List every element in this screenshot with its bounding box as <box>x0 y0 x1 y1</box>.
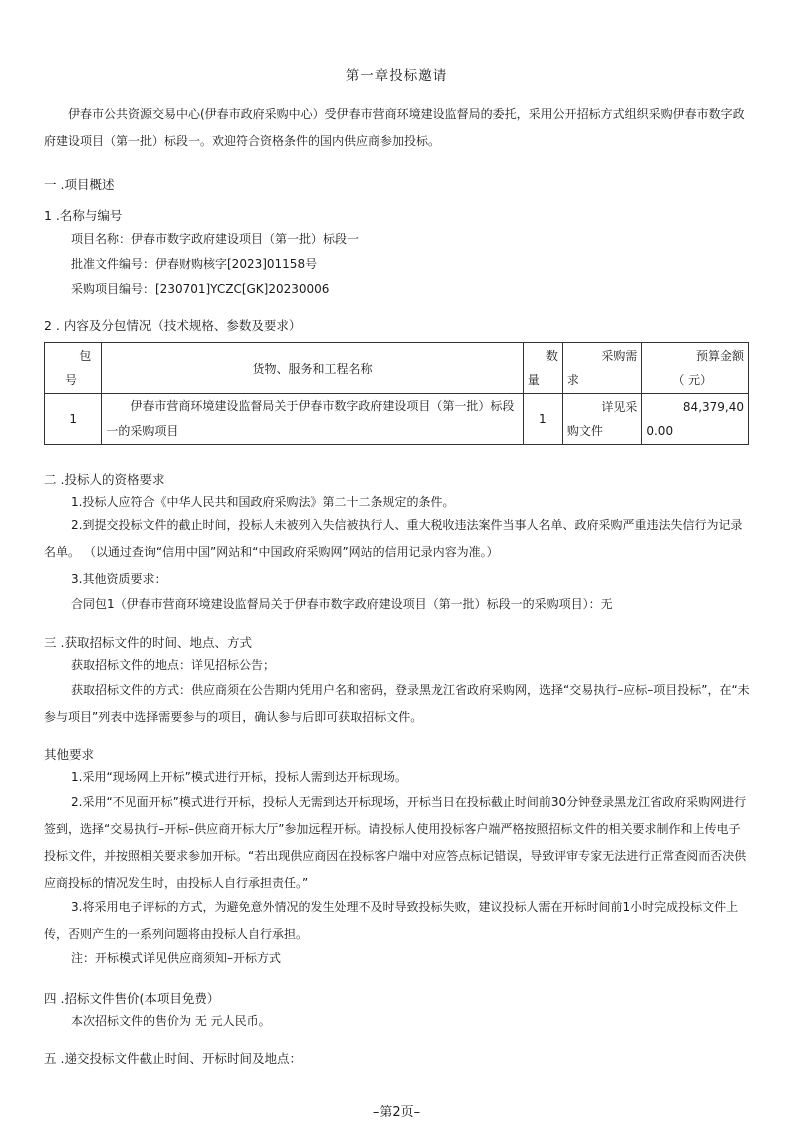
other-item-3: 3.将采用电子评标的方式，为避免意外情况的发生处理不及时导致投标失败，建议投标人需在开标时间前1小时完成投标文件上传，否则产生的一系列问题将由投标人自行承担。 <box>44 900 739 941</box>
row-requirement: 详见采 购文件 <box>562 394 641 445</box>
section-2-heading: 二 .投标人的资格要求 <box>44 472 165 487</box>
document-place: 获取招标文件的地点：详见招标公告； <box>71 658 276 672</box>
row-quantity: 1 <box>523 394 562 445</box>
section-4-heading: 四 .招标文件售价(本项目免费） <box>44 991 220 1006</box>
other-item-1: 1.采用“现场网上开标”模式进行开标，投标人需到达开标现场。 <box>71 770 407 784</box>
row-package-no: 1 <box>45 394 102 445</box>
section-5-heading: 五 .递交投标文件截止时间、开标时间及地点： <box>44 1051 302 1066</box>
document-method: 获取招标文件的方式：供应商须在公告期内凭用户名和密码，登录黑龙江省政府采购网，选择“交易执行–应标–项目投标”，在“未参与项目”列表中选择需要参与的项目，确认参与后即可获取招标文件。 <box>44 683 750 724</box>
row-budget: 84,379,40 0.00 <box>642 394 749 445</box>
subsection-content: 2 . 内容及分包情况（技术规格、参数及要求） <box>44 318 302 333</box>
header-requirement: 采购需 求 <box>562 343 641 394</box>
row-item-name: 伊春市营商环境建设监督局关于伊春市数字政府建设项目（第一批）标段一的采购项目 <box>102 394 523 445</box>
qualification-item-3: 3.其他资质要求： <box>71 572 167 586</box>
section-1-heading: 一 .项目概述 <box>44 177 115 192</box>
project-name: 项目名称：伊春市数字政府建设项目（第一批）标段一 <box>71 232 360 246</box>
header-budget: 预算金额 （ 元） <box>642 343 749 394</box>
table-row <box>45 394 749 445</box>
purchase-number: 采购项目编号：[230701]YCZC[GK]20230006 <box>71 282 330 296</box>
header-package-no: 包 号 <box>45 343 102 394</box>
qualification-item-3-detail: 合同包1（伊春市营商环境建设监督局关于伊春市数字政府建设项目（第一批）标段一的采购项目）：无 <box>71 597 613 611</box>
package-table <box>44 342 749 445</box>
approval-number: 批准文件编号：伊春财购核字[2023]01158号 <box>71 257 318 271</box>
opening-mode-note: 注：开标模式详见供应商须知–开标方式 <box>71 951 282 965</box>
page-title: 第一章投标邀请 <box>345 68 448 84</box>
header-item-name: 货物、服务和工程名称 <box>102 343 523 394</box>
table-header-row <box>45 343 749 394</box>
other-item-2: 2.采用“不见面开标”模式进行开标，投标人无需到达开标现场，开标当日在投标截止时间前30分钟登录黑龙江省政府采购网进行签到，选择“交易执行–开标–供应商开标大厅”参加远程开标。请投标人使用投标客户端严格按照招标文件的相关要求制作和上传电子投标文件，并按照相关要求参加开标。“若出现供应商因在投标客户端中对应答点标记错误，导致评审专家无法进行正常查阅而否决供应商投标的情况发生时，由投标人自行承担责任。” <box>44 795 747 890</box>
intro-paragraph: 伊春市公共资源交易中心(伊春市政府采购中心）受伊春市营商环境建设监督局的委托，采用公开招标方式组织采购伊春市数字政府建设项目（第一批）标段一。欢迎符合资格条件的国内供应商参加投标。 <box>44 107 745 148</box>
section-3-heading: 三 .获取招标文件的时间、地点、方式 <box>44 635 252 650</box>
other-requirements-heading: 其他要求 <box>44 747 95 762</box>
subsection-name-number: 1 .名称与编号 <box>44 208 123 223</box>
qualification-item-1: 1.投标人应符合《中华人民共和国政府采购法》第二十二条规定的条件。 <box>71 495 455 509</box>
page-number: –第2页– <box>372 1105 421 1120</box>
document-price: 本次招标文件的售价为 无 元人民币。 <box>71 1014 271 1028</box>
header-quantity: 数 量 <box>523 343 562 394</box>
qualification-item-2: 2.到提交投标文件的截止时间，投标人未被列入失信被执行人、重大税收违法案件当事人名单、政府采购严重违法失信行为记录名单。 （以通过查询“信用中国”网站和“中国政府采购网”网站的信用记录内容为准。） <box>44 518 743 559</box>
